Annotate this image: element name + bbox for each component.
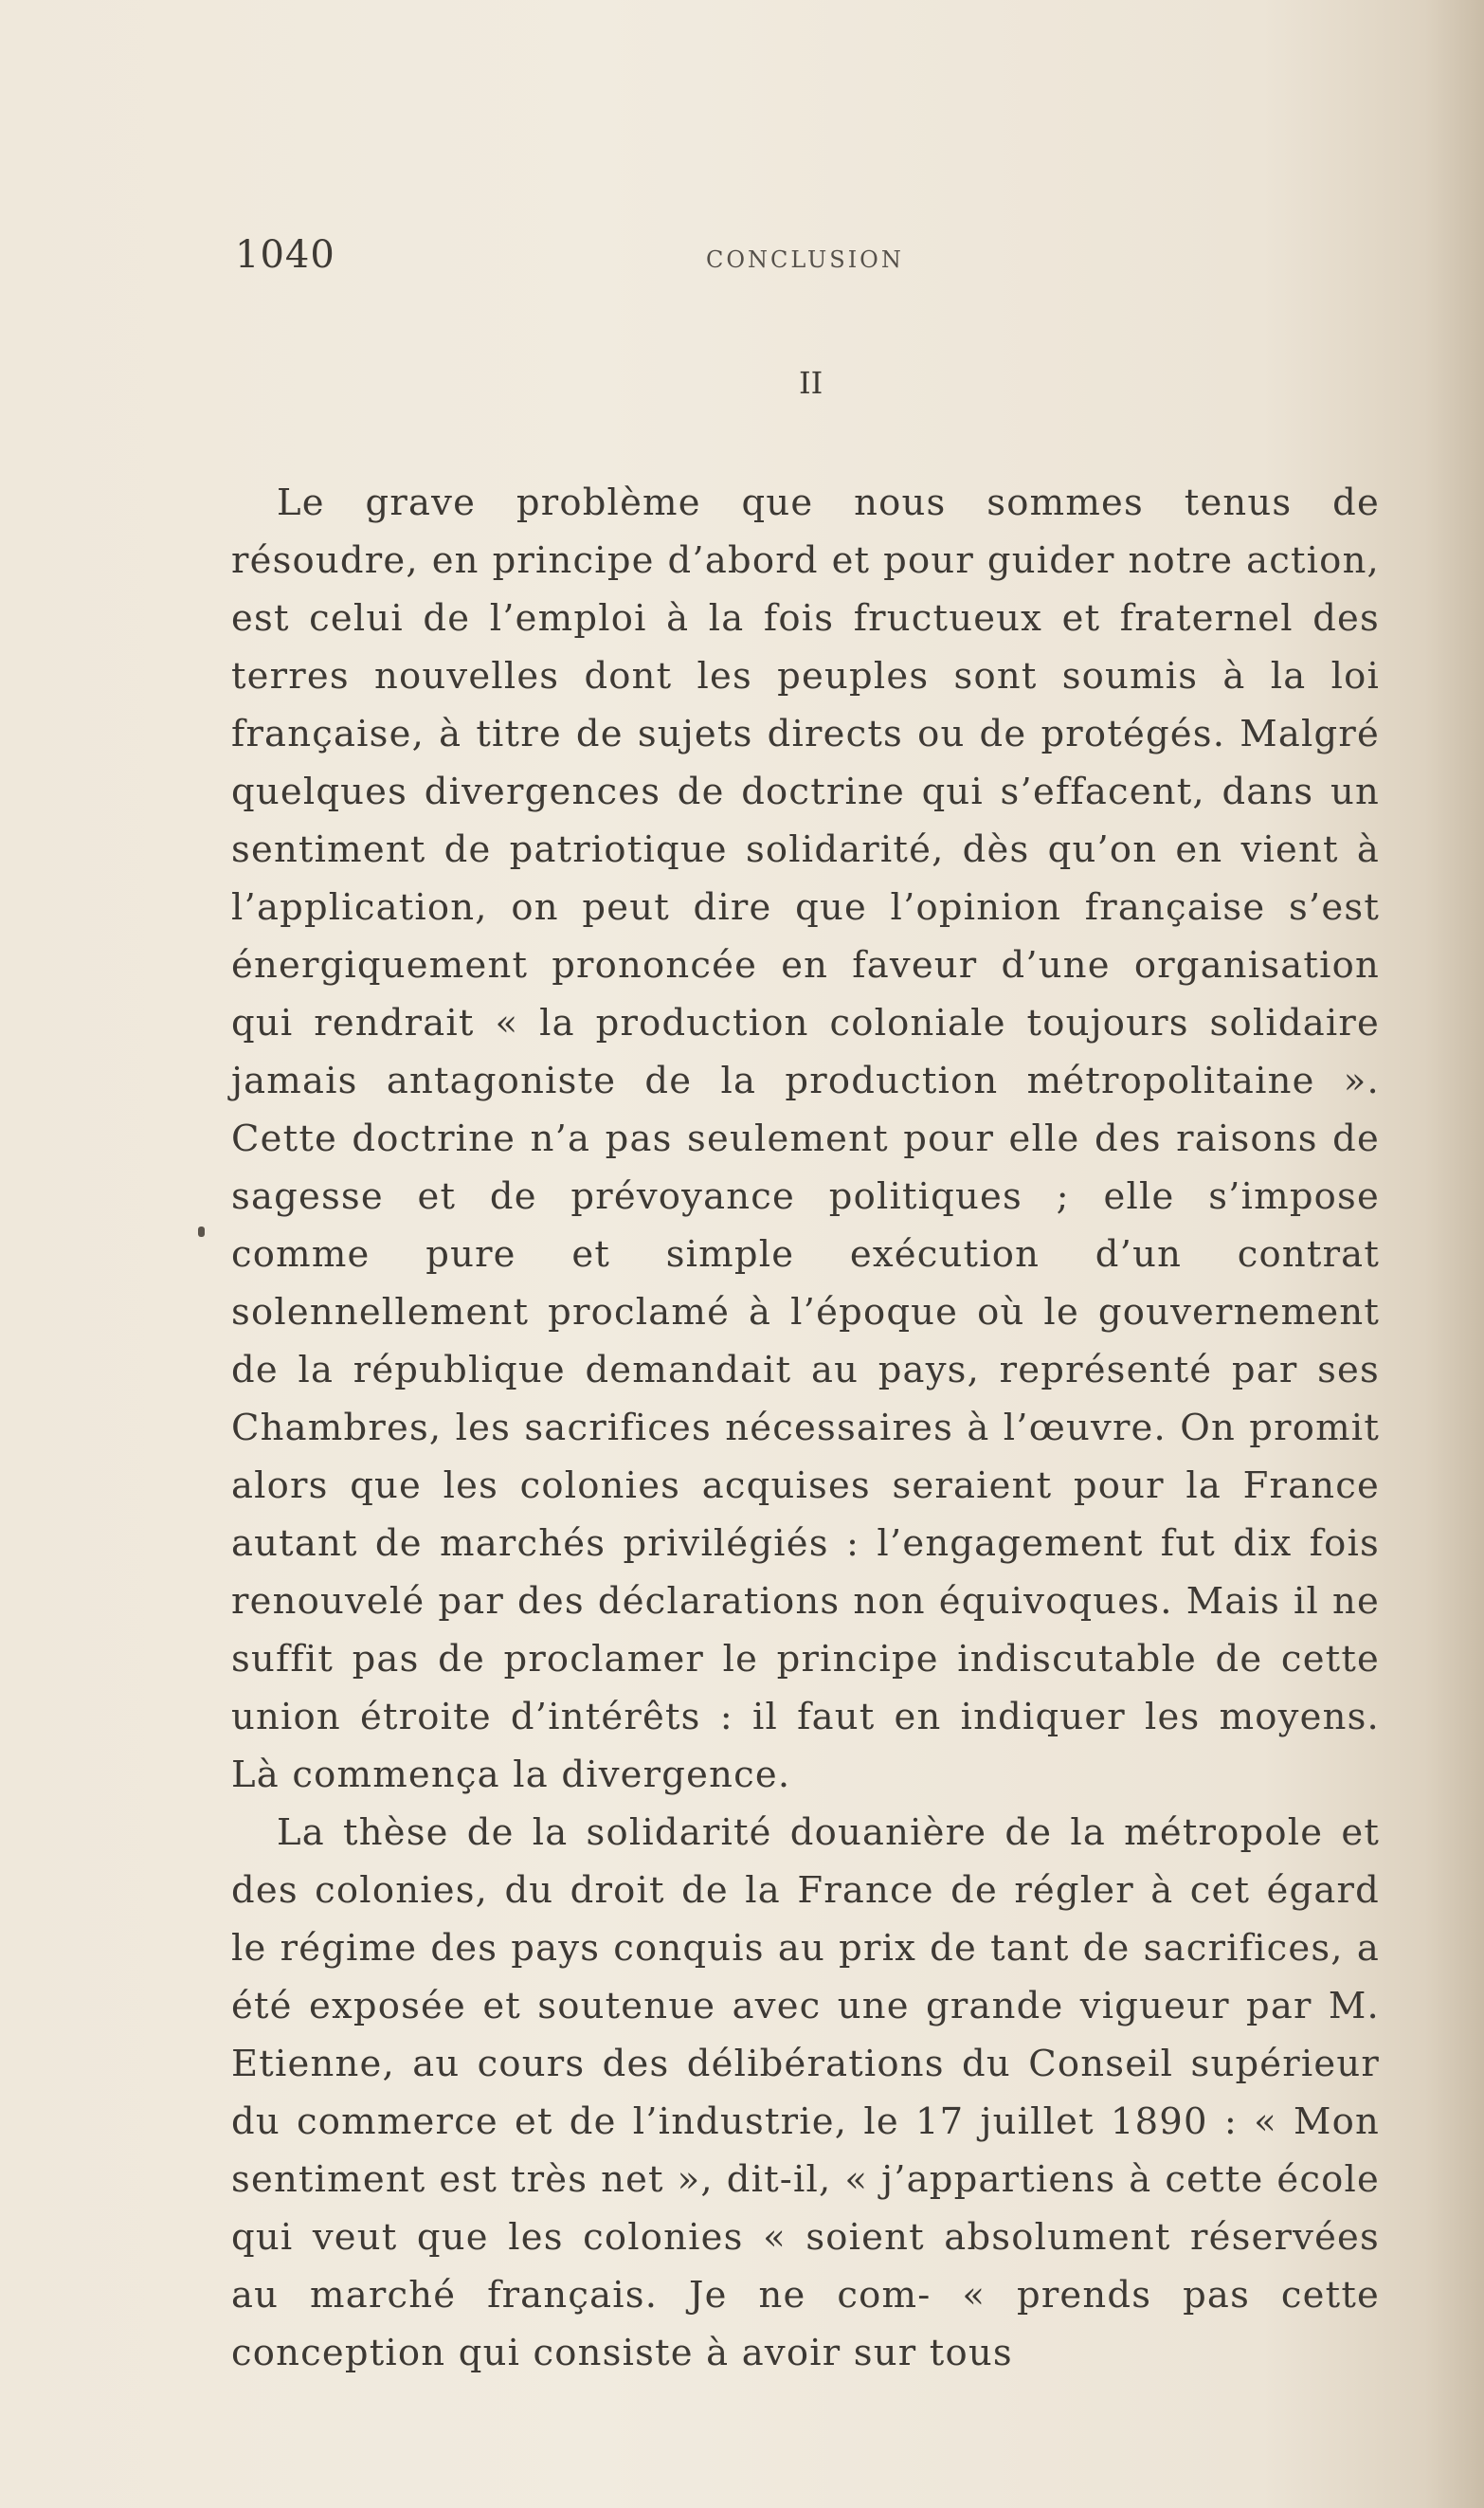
- running-head: [235, 233, 1372, 290]
- section-numeral: II: [799, 365, 823, 401]
- margin-mark: [198, 1227, 205, 1237]
- paragraph: La thèse de la solidarité douanière de la métropole et des colonies, du droit de la France de régler à cet égard le régime des pays conquis au prix de tant de sacrifices, a été exposée et soutenue avec une grande vigueur par M. Etienne, au cours des délibérations du Conseil supérieur du commerce et de l’industrie, le 17 juillet 1890 : « Mon sentiment est très net », dit-il, « j’appartiens à cette école qui veut que les colonies « soient absolument réservées au marché français. Je ne com- « prends pas cette conception qui consiste à avoir sur tous: [231, 1811, 1380, 2374]
- page-number: 1040: [235, 233, 335, 277]
- body-text: [231, 474, 1380, 2382]
- running-title: CONCLUSION: [706, 246, 904, 273]
- paragraph: Le grave problème que nous sommes tenus de résoudre, en principe d’abord et pour guider notre action, est celui de l’emploi à la fois fructueux et fraternel des terres nouvelles dont les peuples sont soumis à la loi française, à titre de sujets directs ou de protégés. Malgré quelques divergences de doctrine qui s’effacent, dans un sentiment de patriotique solidarité, dès qu’on en vient à l’application, on peut dire que l’opinion française s’est énergiquement prononcée en faveur d’une organisation qui rendrait « la production coloniale toujours solidaire jamais antagoniste de la production métropolitaine ». Cette doctrine n’a pas seulement pour elle des raisons de sagesse et de prévoyance politiques ; elle s’impose comme pure et simple exécution d’un contrat solennellement proclamé à l’époque où le gouvernement de la république demandait au pays, représenté par ses Chambres, les sacrifices nécessaires à l’œuvre. On promit alors que les colonies acquises seraient pour la France autant de marchés privilégiés : l’engagement fut dix fois renouvelé par des déclarations non équivoques. Mais il ne suffit pas de proclamer le principe indiscutable de cette union étroite d’intérêts : il faut en indiquer les moyens. Là commença la divergence.: [231, 482, 1380, 1796]
